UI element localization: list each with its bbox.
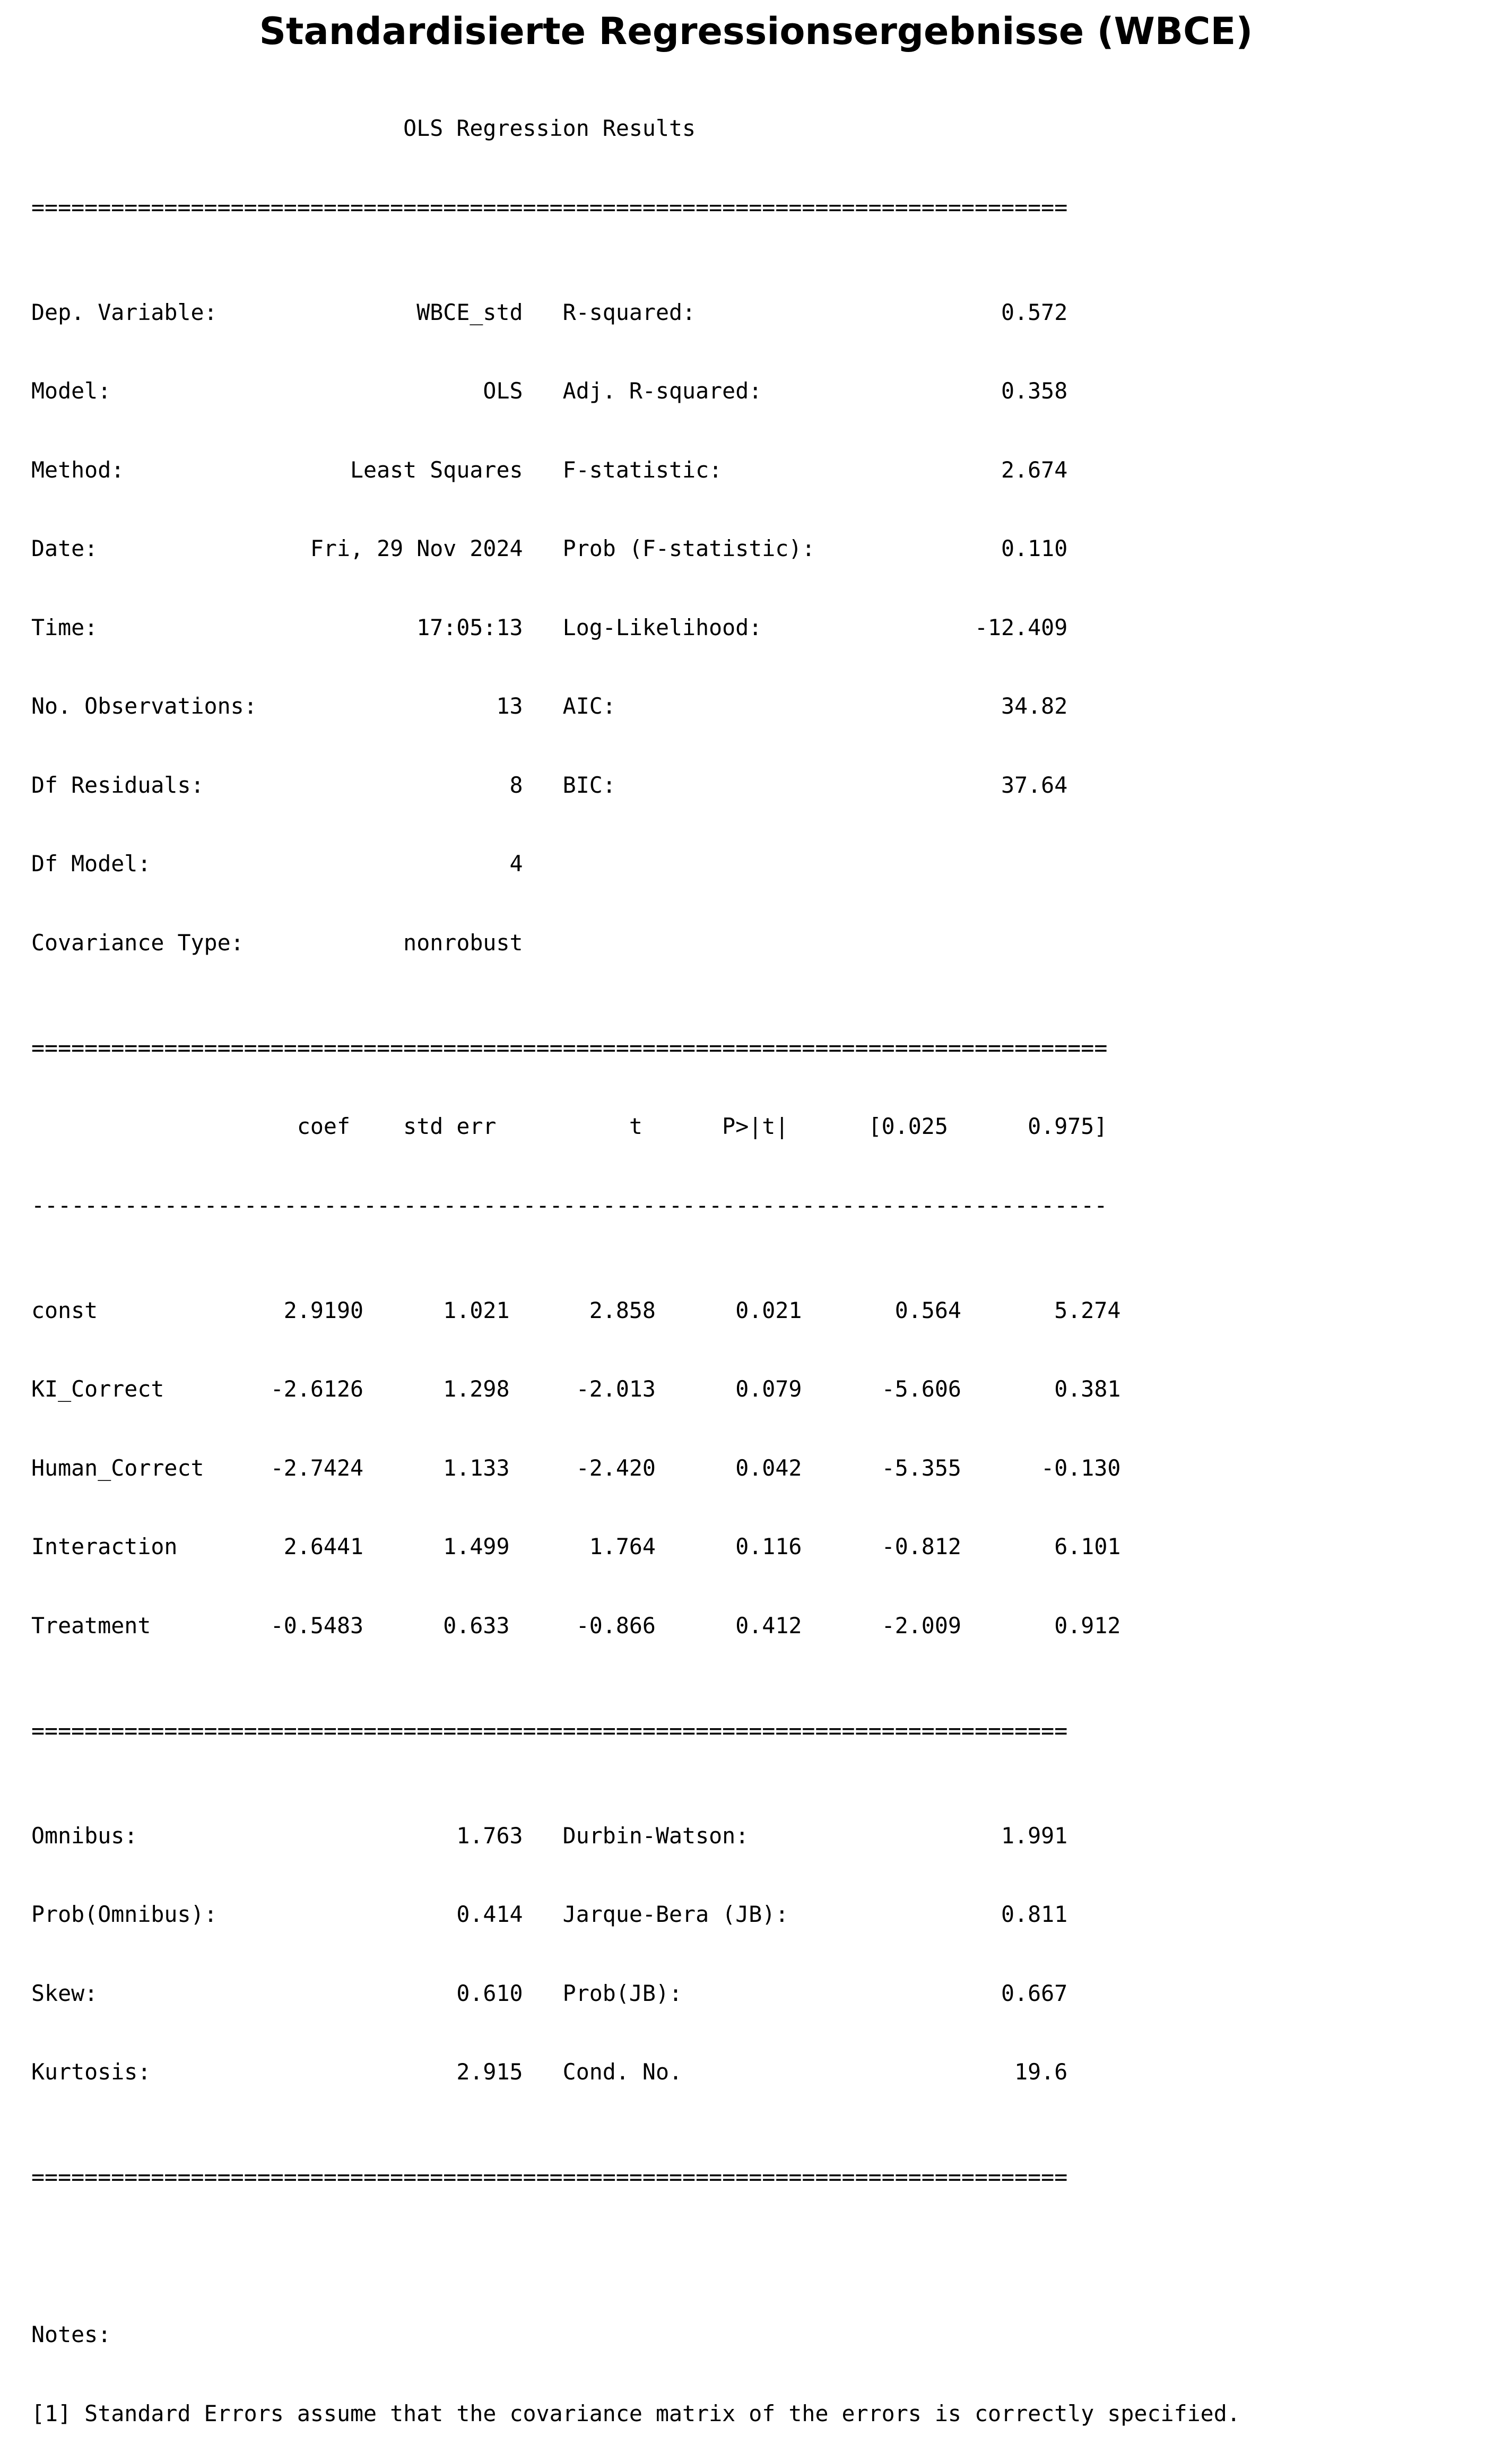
stat-row-date: Date: Fri, 29 Nov 2024 Prob (F-statistic): 0.110 (31, 535, 1068, 561)
coef-row-treatment: Treatment -0.5483 0.633 -0.866 0.412 -2.009 0.912 (31, 1612, 1121, 1639)
coef-row-interaction: Interaction 2.6441 1.499 1.764 0.116 -0.812 6.101 (31, 1533, 1121, 1559)
stat-row-time: Time: 17:05:13 Log-Likelihood: -12.409 (31, 614, 1068, 640)
coef-row-const: const 2.9190 1.021 2.858 0.021 0.564 5.274 (31, 1297, 1121, 1323)
coef-row-human-correct: Human_Correct -2.7424 1.133 -2.420 0.042 -5.355 -0.130 (31, 1454, 1121, 1481)
figure-title: Standardisierte Regressionsergebnisse (WBCE) (259, 10, 1253, 53)
stat-row-df-residuals: Df Residuals: 8 BIC: 37.64 (31, 772, 1068, 798)
stat-row-df-model: Df Model: 4 (31, 851, 1068, 877)
coef-header-row: coef std err t P>|t| [0.025 0.975] (31, 1113, 1108, 1139)
stat-row-covariance-type: Covariance Type: nonrobust (31, 929, 1068, 956)
diag-row-prob-omnibus: Prob(Omnibus): 0.414 Jarque-Bera (JB): 0.811 (31, 1901, 1068, 1927)
coef-row-ki-correct: KI_Correct -2.6126 1.298 -2.013 0.079 -5.606 0.381 (31, 1376, 1121, 1402)
blank-line (31, 2243, 1240, 2269)
diag-row-kurtosis: Kurtosis: 2.915 Cond. No. 19.6 (31, 2059, 1068, 2085)
stat-row-model: Model: OLS Adj. R-squared: 0.358 (31, 378, 1068, 404)
rule-coef-top: ================================================================================= (31, 1034, 1108, 1061)
rule-bottom: ============================================================================== (31, 2164, 1068, 2190)
diag-row-omnibus: Omnibus: 1.763 Durbin-Watson: 1.991 (31, 1822, 1068, 1849)
rule-top: ============================================================================== (31, 194, 1068, 220)
summary-heading: OLS Regression Results (31, 115, 1068, 141)
rule-coef-mid: --------------------------------------------------------------------------------- (31, 1192, 1108, 1218)
ols-summary-table (31, 63, 1240, 2453)
rule-diag-top: ============================================================================== (31, 1717, 1068, 1744)
notes-label: Notes: (31, 2321, 111, 2347)
stat-row-observations: No. Observations: 13 AIC: 34.82 (31, 693, 1068, 719)
notes-text: [1] Standard Errors assume that the covariance matrix of the errors is correctly specified. (31, 2400, 1240, 2426)
stat-row-method: Method: Least Squares F-statistic: 2.674 (31, 456, 1068, 483)
diag-row-skew: Skew: 0.610 Prob(JB): 0.667 (31, 1980, 1068, 2006)
stat-row-dep-variable: Dep. Variable: WBCE_std R-squared: 0.572 (31, 299, 1068, 325)
